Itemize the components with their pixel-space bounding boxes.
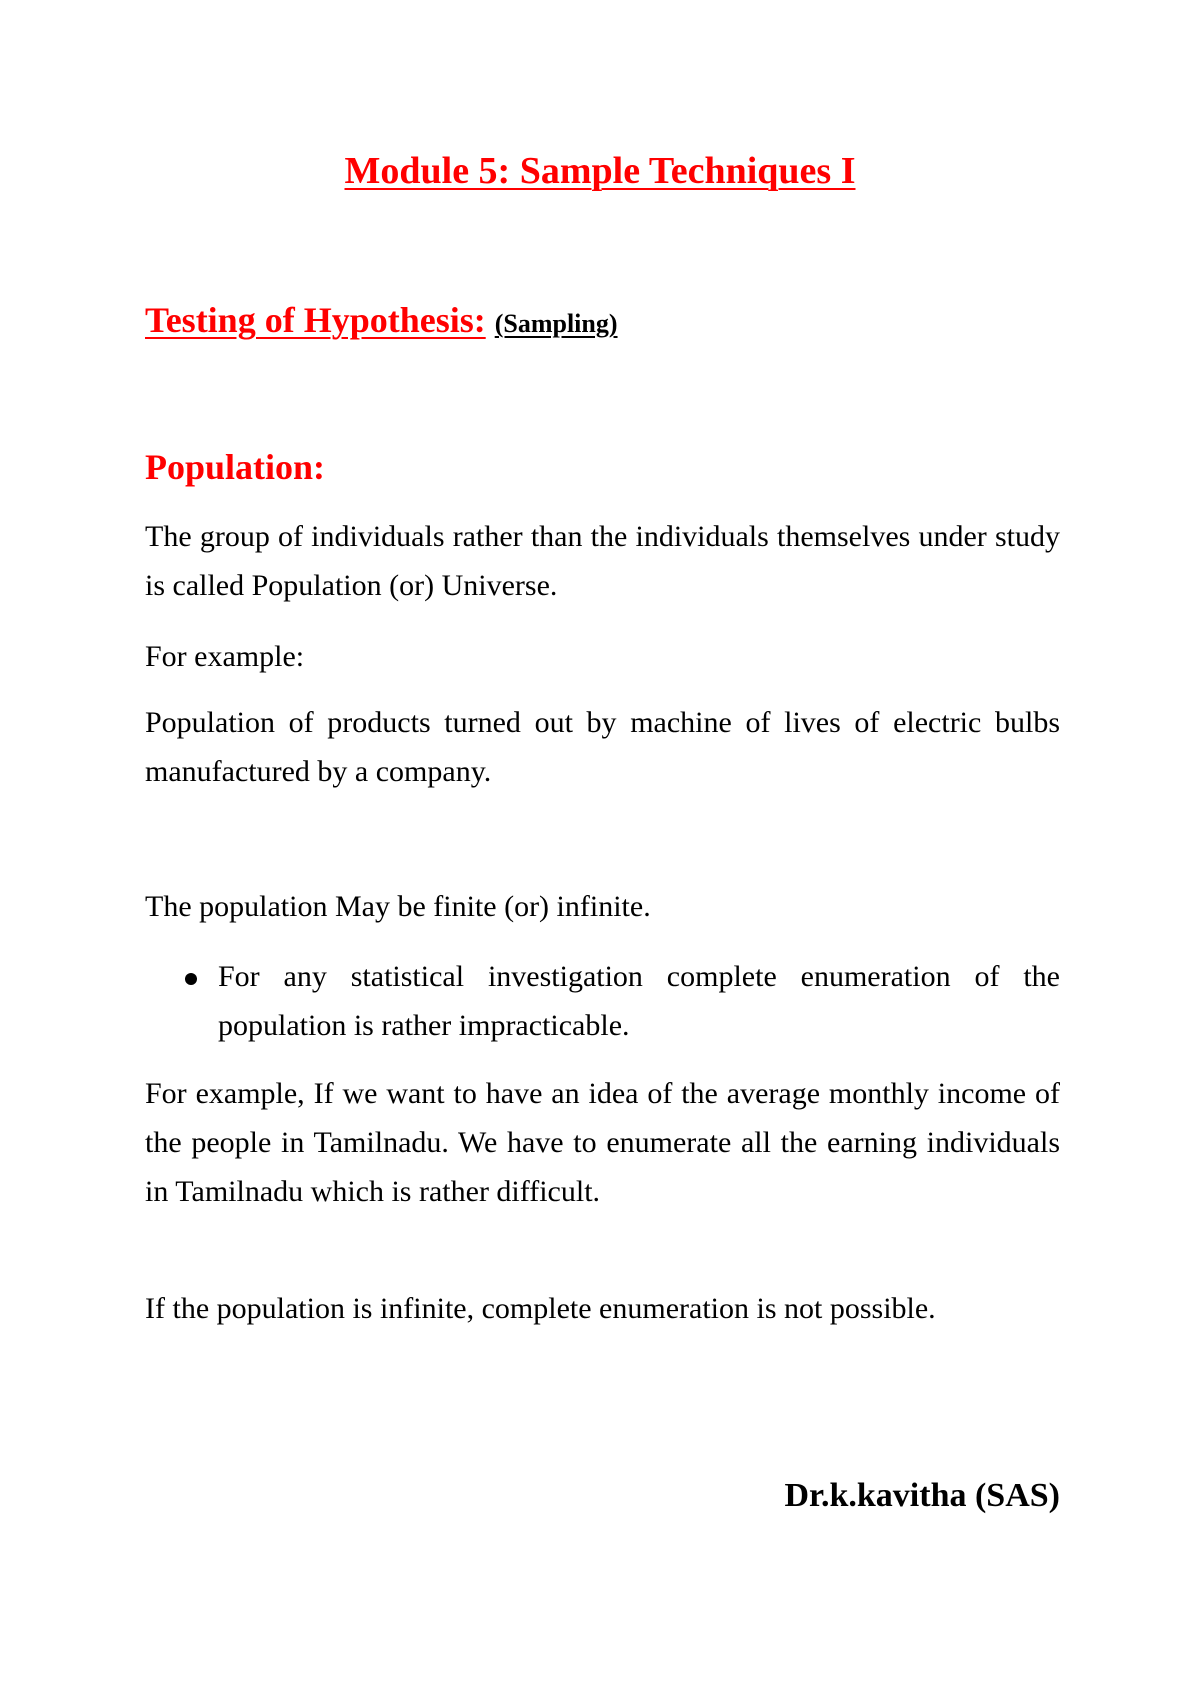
finite-note-paragraph: The population May be finite (or) infinite. bbox=[145, 890, 651, 923]
section-heading-text: Testing of Hypothesis: bbox=[145, 300, 486, 340]
section-subheading: (Sampling) bbox=[494, 309, 618, 338]
population-heading-text: Population: bbox=[145, 447, 326, 487]
document-title-text: Module 5: Sample Techniques I bbox=[344, 150, 856, 192]
bullet-text: For any statistical investigation complete enumeration of the population is rather impracticable. bbox=[218, 960, 1060, 1042]
section-heading bbox=[145, 296, 618, 348]
example-label: For example: bbox=[145, 640, 305, 673]
definition-paragraph: The group of individuals rather than the individuals themselves under study is called Population (or) Universe. bbox=[145, 520, 1060, 602]
example-paragraph: Population of products turned out by machine of lives of electric bulbs manufactured by a company. bbox=[145, 706, 1060, 788]
infinite-note-paragraph: If the population is infinite, complete enumeration is not possible. bbox=[145, 1292, 936, 1325]
author-signature: Dr.k.kavitha (SAS) bbox=[784, 1477, 1060, 1514]
income-example-paragraph: For example, If we want to have an idea of the average monthly income of the people in Tamilnadu. We have to enumerate all the earning individuals in Tamilnadu which is rather difficult. bbox=[145, 1077, 1060, 1208]
bullet-dot-icon bbox=[185, 973, 197, 985]
population-heading bbox=[145, 443, 325, 491]
document-title bbox=[0, 146, 1200, 196]
